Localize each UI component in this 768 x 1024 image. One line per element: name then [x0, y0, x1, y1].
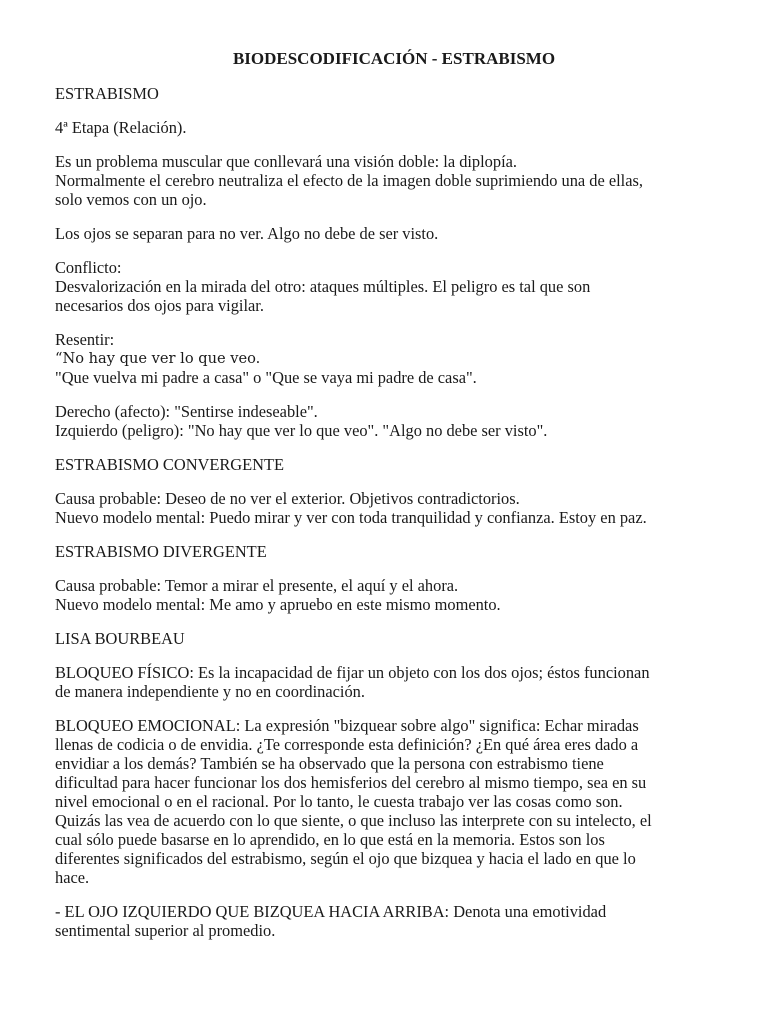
- text-line: Es un problema muscular que conllevará una visión doble: la diplopía.: [55, 152, 518, 171]
- paragraph: [55, 152, 725, 209]
- paragraph: [55, 663, 725, 701]
- paragraph: [55, 716, 725, 887]
- paragraph: [55, 118, 725, 137]
- text-line: hace.: [55, 868, 90, 887]
- heading-line: ESTRABISMO CONVERGENTE: [55, 455, 285, 474]
- paragraph: [55, 576, 725, 614]
- paragraph: [55, 489, 725, 527]
- paragraph: [55, 455, 725, 474]
- text-line: llenas de codicia o de envidia. ¿Te corresponde esta definición? ¿En qué área eres dado a: [55, 735, 639, 754]
- text-line: BLOQUEO FÍSICO: Es la incapacidad de fijar un objeto con los dos ojos; éstos funcionan: [55, 663, 650, 682]
- heading-line: LISA BOURBEAU: [55, 629, 185, 648]
- text-line: diferentes significados del estrabismo, según el ojo que bizquea y hacia el lado en que lo: [55, 849, 636, 868]
- text-line: de manera independiente y no en coordinación.: [55, 682, 365, 701]
- text-line: "Que vuelva mi padre a casa" o "Que se vaya mi padre de casa".: [55, 368, 477, 387]
- text-line: cual sólo puede basarse en lo aprendido, en lo que está en la memoria. Estos son los: [55, 830, 605, 849]
- text-line: Derecho (afecto): "Sentirse indeseable".: [55, 402, 318, 421]
- text-line: envidiar a los demás? También se ha observado que la persona con estrabismo tiene: [55, 754, 604, 773]
- document-title: BIODESCODIFICACIÓN - ESTRABISMO: [232, 49, 556, 68]
- text-line: Causa probable: Deseo de no ver el exterior. Objetivos contradictorios.: [55, 489, 520, 508]
- text-line: Resentir:: [55, 330, 115, 349]
- paragraph: [55, 84, 725, 103]
- paragraph: [55, 258, 725, 315]
- heading-line: ESTRABISMO: [55, 84, 159, 103]
- text-line: Nuevo modelo mental: Me amo y apruebo en este mismo momento.: [55, 595, 501, 614]
- paragraph: [55, 224, 725, 243]
- text-line: - EL OJO IZQUIERDO QUE BIZQUEA HACIA ARRIBA: Denota una emotividad: [55, 902, 607, 921]
- text-line: nivel emocional o en el racional. Por lo tanto, le cuesta trabajo ver las cosas como son.: [55, 792, 623, 811]
- quote-line: “No hay que ver lo que veo.: [55, 350, 261, 367]
- text-line: Quizás las vea de acuerdo con lo que siente, o que incluso las interprete con su intelecto, el: [55, 811, 652, 830]
- text-line: Normalmente el cerebro neutraliza el efecto de la imagen doble suprimiendo una de ellas,: [55, 171, 643, 190]
- text-line: Conflicto:: [55, 258, 122, 277]
- text-line: solo vemos con un ojo.: [55, 190, 207, 209]
- paragraph: [55, 402, 725, 440]
- paragraph: [55, 629, 725, 648]
- document-page: [55, 48, 725, 955]
- heading-line: ESTRABISMO DIVERGENTE: [55, 542, 267, 561]
- text-line: Nuevo modelo mental: Puedo mirar y ver con toda tranquilidad y confianza. Estoy en paz.: [55, 508, 647, 527]
- text-line: Los ojos se separan para no ver. Algo no debe de ser visto.: [55, 224, 439, 243]
- paragraph: [55, 902, 725, 940]
- text-line: Izquierdo (peligro): "No hay que ver lo que veo". "Algo no debe ser visto".: [55, 421, 548, 440]
- text-line: Causa probable: Temor a mirar el presente, el aquí y el ahora.: [55, 576, 459, 595]
- text-line: sentimental superior al promedio.: [55, 921, 276, 940]
- text-line: 4ª Etapa (Relación).: [55, 118, 187, 137]
- text-line: necesarios dos ojos para vigilar.: [55, 296, 264, 315]
- text-line: Desvalorización en la mirada del otro: ataques múltiples. El peligro es tal que son: [55, 277, 591, 296]
- paragraph: [55, 330, 725, 387]
- paragraph: [55, 542, 725, 561]
- text-line: dificultad para hacer funcionar los dos hemisferios del cerebro al mismo tiempo, sea en su: [55, 773, 647, 792]
- text-line: BLOQUEO EMOCIONAL: La expresión "bizquear sobre algo" significa: Echar miradas: [55, 716, 639, 735]
